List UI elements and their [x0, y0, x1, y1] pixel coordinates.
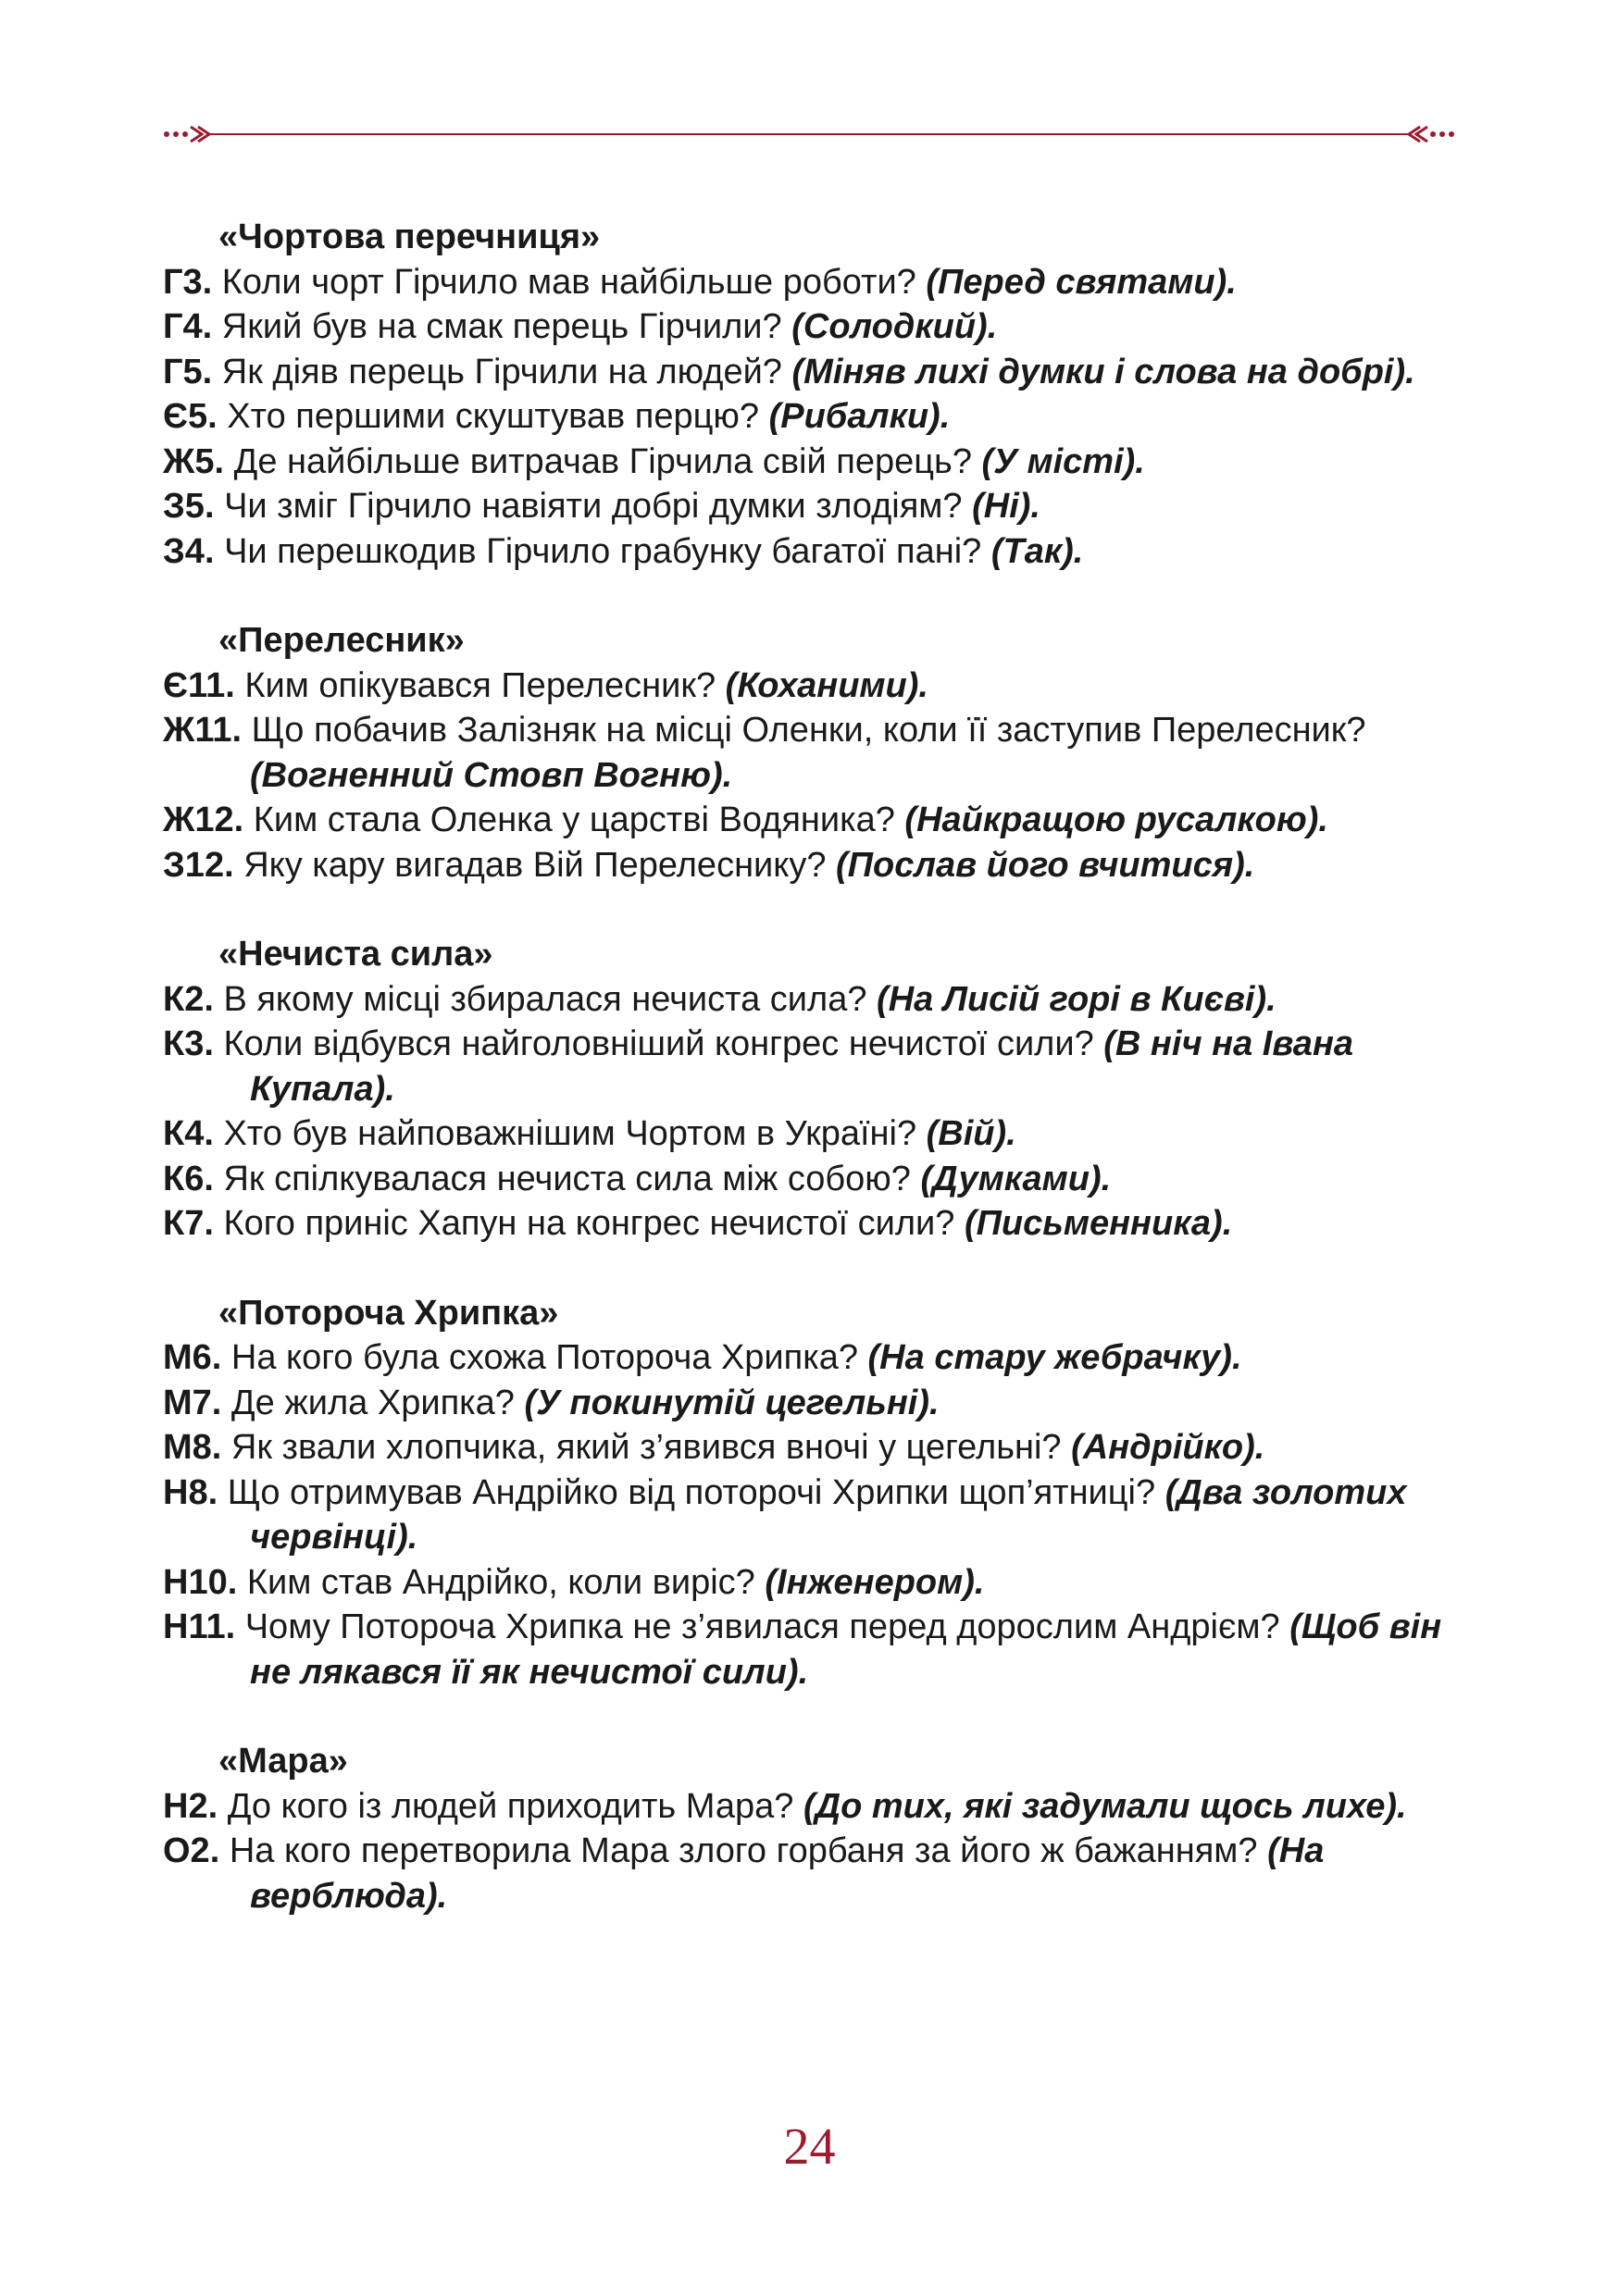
- question-code: О2.: [163, 1831, 220, 1870]
- section-title: «Мара»: [218, 1742, 348, 1781]
- question-text: Ким стала Оленка у царстві Водяника?: [253, 800, 895, 839]
- question-item: [163, 484, 1459, 529]
- answer-text: (Солодкий).: [791, 307, 998, 346]
- answer-text: (Вій).: [926, 1114, 1016, 1153]
- question-text: Як спілкувалася нечиста сила між собою?: [223, 1159, 911, 1198]
- question-item: [163, 260, 1459, 305]
- question-code: К6.: [163, 1159, 214, 1198]
- question-text: Який був на смак перець Гірчили?: [221, 307, 782, 346]
- question-item: [163, 843, 1459, 888]
- question-item: [163, 350, 1459, 395]
- answer-text: (Рибалки).: [768, 397, 951, 436]
- answer-text: (До тих, які задумали щось лихе).: [803, 1786, 1407, 1826]
- question-text: Як звали хлопчика, який з’явився вночі у цегельні?: [230, 1428, 1062, 1467]
- question-item: [163, 1111, 1459, 1157]
- question-code: З12.: [163, 845, 234, 885]
- question-item: [163, 1335, 1459, 1381]
- answer-text: (Щоб він не лякався її як нечистої сили).: [250, 1607, 1442, 1692]
- section-title: «Потороча Хрипка»: [218, 1293, 559, 1333]
- answer-text: (Коханими).: [725, 665, 928, 705]
- question-code: З4.: [163, 531, 215, 571]
- answer-text: (Так).: [990, 531, 1084, 571]
- question-item: [163, 1605, 1459, 1694]
- question-item: [163, 798, 1459, 843]
- question-code: К3.: [163, 1024, 214, 1063]
- section-chortova-perechnytsia: [163, 215, 1459, 574]
- question-code: М6.: [163, 1338, 222, 1377]
- question-item: [163, 1201, 1459, 1247]
- question-code: Ж12.: [163, 800, 244, 839]
- question-text: Яку кару вигадав Вій Перелеснику?: [243, 845, 827, 885]
- question-item: [163, 440, 1459, 485]
- question-code: К7.: [163, 1204, 214, 1243]
- question-code: Н10.: [163, 1562, 238, 1602]
- question-code: Є5.: [163, 397, 218, 436]
- question-code: Г5.: [163, 352, 213, 391]
- answer-text: (У покинутій цегельні).: [524, 1383, 940, 1422]
- question-text: Чи зміг Гірчило навіяти добрі думки злодіям?: [224, 487, 963, 526]
- answer-text: (Думками).: [920, 1159, 1112, 1198]
- question-text: Чому Потороча Хрипка не з’явилася перед дорослим Андрієм?: [244, 1607, 1280, 1646]
- question-code: Н2.: [163, 1786, 218, 1826]
- question-text: На кого перетворила Мара злого горбаня за його ж бажанням?: [229, 1831, 1258, 1870]
- question-text: Що отримував Андрійко від поторочі Хрипки щоп’ятниці?: [227, 1472, 1156, 1512]
- question-text: Хто був найповажнішим Чортом в Україні?: [223, 1114, 917, 1153]
- answer-text: (У місті).: [981, 441, 1145, 481]
- question-text: Де найбільше витрачав Гірчила свій перець?: [233, 441, 972, 481]
- question-item: [163, 1784, 1459, 1830]
- question-text: Кого приніс Хапун на конгрес нечистої сили?: [223, 1204, 955, 1243]
- question-code: Н8.: [163, 1472, 218, 1512]
- question-item: [163, 708, 1459, 798]
- section-title: «Чортова перечниця»: [218, 217, 601, 256]
- question-item: [163, 1022, 1459, 1111]
- answer-text: (Ні).: [972, 487, 1040, 526]
- question-code: К4.: [163, 1114, 214, 1153]
- answer-text: (На стару жебрачку).: [867, 1338, 1242, 1377]
- question-code: Ж11.: [163, 711, 243, 750]
- answer-text: (Міняв лихі думки і слова на добрі).: [791, 352, 1415, 391]
- question-item: [163, 1425, 1459, 1471]
- question-text: Що побачив Залізняк на місці Оленки, коли її заступив Перелесник?: [251, 711, 1366, 750]
- answer-text: (На Лисій горі в Києві).: [877, 979, 1277, 1019]
- answer-text: (На верблюда).: [250, 1831, 1325, 1916]
- page-number: 24: [783, 2118, 836, 2176]
- question-code: Ж5.: [163, 441, 225, 481]
- question-code: З5.: [163, 487, 215, 526]
- quiz-content: [163, 215, 1459, 1963]
- question-item: [163, 1829, 1459, 1918]
- answer-text: (Найкращою русалкою).: [904, 800, 1328, 839]
- question-code: Є11.: [163, 665, 235, 705]
- answer-text: (Два золотих червінці).: [250, 1472, 1407, 1557]
- section-nechysta-syla: [163, 932, 1459, 1247]
- question-text: Як діяв перець Гірчили на людей?: [221, 352, 782, 391]
- question-item: [163, 394, 1459, 440]
- section-title: «Нечиста сила»: [218, 935, 493, 974]
- answer-text: (Вогненний Стовп Вогню).: [250, 755, 733, 795]
- question-item: [163, 1471, 1459, 1560]
- question-code: К2.: [163, 979, 214, 1019]
- header-ornament: [163, 118, 1455, 150]
- answer-text: (Послав його вчитися).: [836, 845, 1255, 885]
- question-code: Г3.: [163, 262, 213, 302]
- question-text: Чи перешкодив Гірчило грабунку багатої пані?: [224, 531, 982, 571]
- question-text: До кого із людей приходить Мара?: [227, 1786, 794, 1826]
- question-code: М8.: [163, 1428, 222, 1467]
- question-item: [163, 977, 1459, 1023]
- question-code: Г4.: [163, 307, 213, 346]
- question-text: Ким став Андрійко, коли виріс?: [246, 1562, 755, 1602]
- question-text: Коли відбувся найголовніший конгрес нечистої сили?: [223, 1024, 1094, 1063]
- question-text: Коли чорт Гірчило мав найбільше роботи?: [221, 262, 916, 302]
- section-mara: [163, 1739, 1459, 1918]
- question-code: М7.: [163, 1383, 222, 1422]
- answer-text: (Інженером).: [765, 1562, 985, 1602]
- question-text: В якому місці збиралася нечиста сила?: [223, 979, 867, 1019]
- question-text: Де жила Хрипка?: [230, 1383, 515, 1422]
- question-text: Ким опікувався Перелесник?: [244, 665, 716, 705]
- question-text: На кого була схожа Потороча Хрипка?: [230, 1338, 858, 1377]
- question-text: Хто першими скуштував перцю?: [227, 397, 760, 436]
- question-item: [163, 1560, 1459, 1606]
- question-item: [163, 1381, 1459, 1426]
- answer-text: (В ніч на Івана Купала).: [250, 1024, 1354, 1109]
- question-item: [163, 1157, 1459, 1202]
- section-potorocha-khrypka: [163, 1291, 1459, 1695]
- section-title: «Перелесник»: [218, 621, 465, 660]
- answer-text: (Письменника).: [964, 1204, 1233, 1243]
- question-code: Н11.: [163, 1607, 236, 1646]
- section-perelesnyk: [163, 618, 1459, 887]
- answer-text: (Андрійко).: [1071, 1428, 1265, 1467]
- answer-text: (Перед святами).: [926, 262, 1237, 302]
- question-item: [163, 529, 1459, 575]
- question-item: [163, 664, 1459, 709]
- question-item: [163, 304, 1459, 350]
